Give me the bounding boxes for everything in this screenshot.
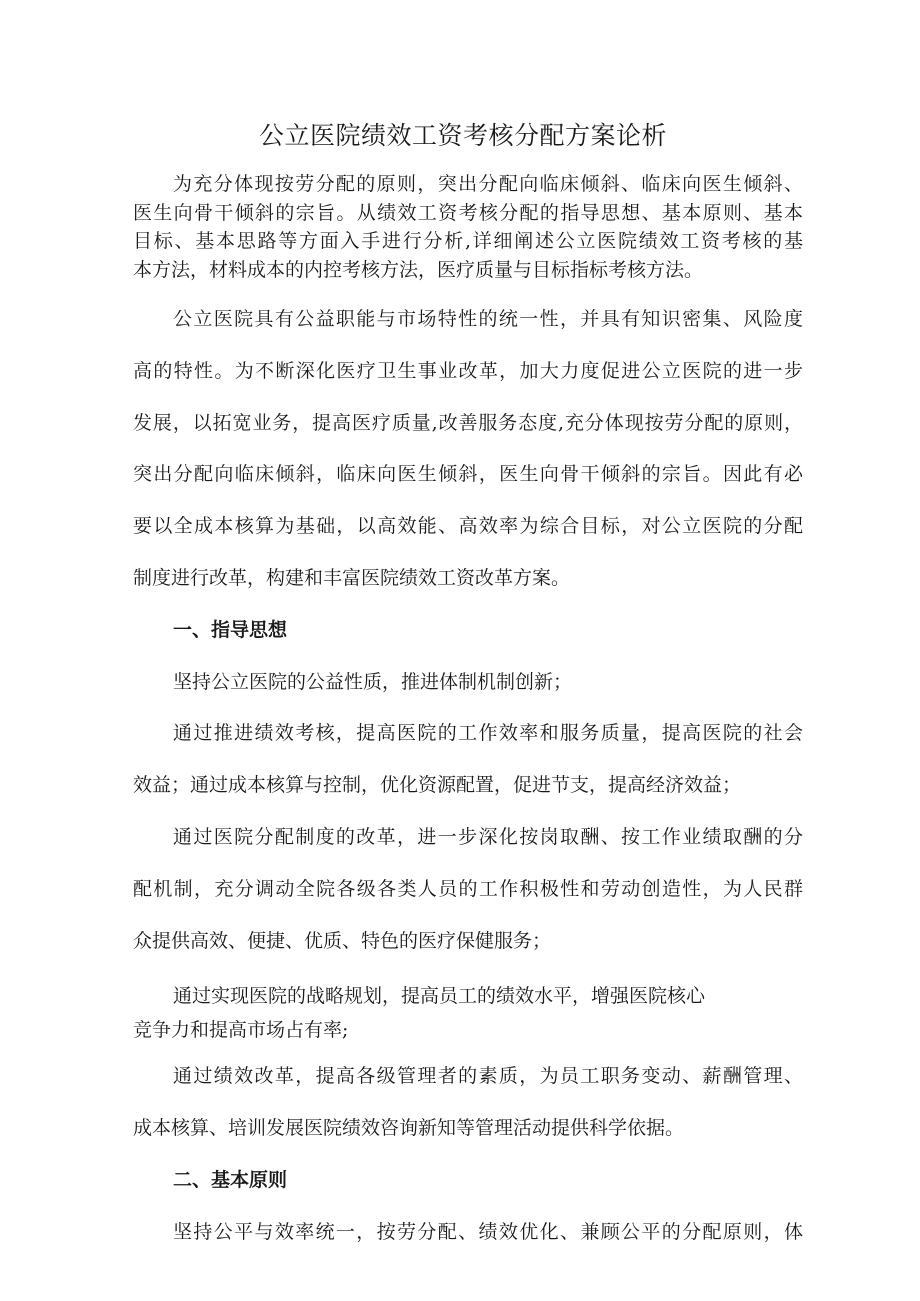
intro-paragraph xyxy=(133,170,803,284)
paragraph-distribution-reform xyxy=(133,812,803,967)
paragraph-management-quality xyxy=(133,1047,803,1155)
paragraph-hospital-nature xyxy=(133,294,803,605)
paragraph-line: 效益；通过成本核算与控制，优化资源配置，促进节支，提高经济效益； xyxy=(133,774,742,797)
intro-line: 本方法，材料成本的内控考核方法，医疗质量与目标指标考核方法。 xyxy=(133,258,704,281)
intro-line: 医生向骨干倾斜的宗旨。从绩效工资考核分配的指导思想、基本原则、基本 xyxy=(133,201,803,224)
paragraph-line: 发展，以拓宽业务，提高医疗质量,改善服务态度,充分体现按劳分配的原则， xyxy=(133,411,803,434)
intro-line: 为充分体现按劳分配的原则，突出分配向临床倾斜、临床向医生倾斜、 xyxy=(173,173,803,195)
paragraph-line: 制度进行改革，构建和丰富医院绩效工资改革方案。 xyxy=(133,566,571,589)
paragraph-line: 成本核算、培训发展医院绩效咨询新知等管理活动提供科学依据。 xyxy=(133,1117,685,1140)
paragraph-strategic-planning xyxy=(133,967,803,1047)
paragraph-line: 通过医院分配制度的改革，进一步深化按岗取酬、按工作业绩取酬的分 xyxy=(173,825,803,848)
paragraph-line: 众提供高效、便捷、优质、特色的医疗保健服务； xyxy=(133,929,552,952)
paragraph-line: 配机制，充分调动全院各级各类人员的工作积极性和劳动创造性，为人民群 xyxy=(133,877,803,900)
paragraph-line: 通过实现医院的战略规划，提高员工的绩效水平，增强医院核心 xyxy=(173,985,706,1008)
section-heading-guiding-ideology: 一、指导思想 xyxy=(173,618,288,641)
paragraph-line: 通过绩效改革，提高各级管理者的素质，为员工职务变动、薪酬管理、 xyxy=(173,1065,803,1088)
document-body xyxy=(133,294,803,1259)
section-heading-basic-principles: 二、基本原则 xyxy=(173,1168,288,1191)
paragraph-line: 突出分配向临床倾斜，临床向医生倾斜，医生向骨干倾斜的宗旨。因此有必 xyxy=(133,463,803,486)
paragraph-performance-assessment xyxy=(133,708,803,812)
paragraph-line: 要以全成本核算为基础，以高效能、高效率为综合目标，对公立医院的分配 xyxy=(133,515,803,538)
paragraph-line: 竞争力和提高市场占有率; xyxy=(133,1019,349,1042)
paragraph-line: 坚持公平与效率统一，按劳分配、绩效优化、兼顾公平的分配原则，体 xyxy=(173,1220,803,1243)
intro-line: 目标、基本思路等方面入手进行分析,详细阐述公立医院绩效工资考核的基 xyxy=(133,230,803,252)
paragraph-line: 高的特性。为不断深化医疗卫生事业改革，加大力度促进公立医院的进一步 xyxy=(133,359,803,382)
paragraph-line: 坚持公立医院的公益性质，推进体制机制创新； xyxy=(173,670,573,693)
paragraph-line: 通过推进绩效考核，提高医院的工作效率和服务质量，提高医院的社会 xyxy=(173,722,803,745)
document-title: 公立医院绩效工资考核分配方案论析 xyxy=(258,121,667,150)
paragraph-line: 公立医院具有公益职能与市场特性的统一性，并具有知识密集、风险度 xyxy=(173,308,803,330)
